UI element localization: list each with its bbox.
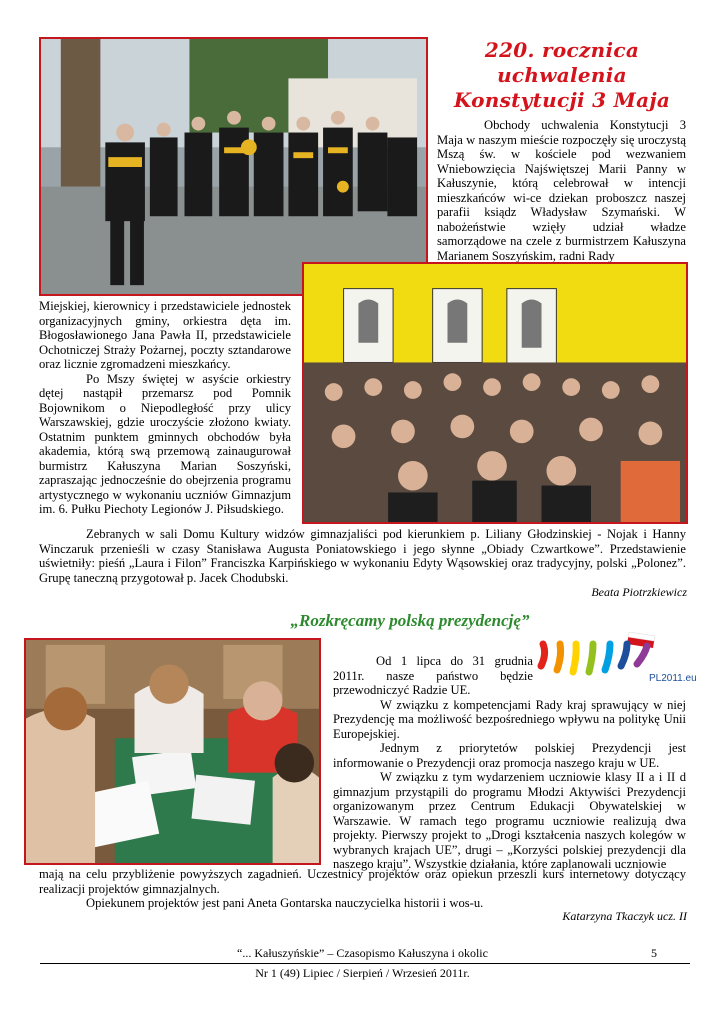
footer-publication: “... Kałuszyńskie” – Czasopismo Kałuszyna i okolic: [237, 946, 488, 960]
pl2011-logo-text: PL2011.eu: [649, 673, 697, 684]
photo-students: [24, 638, 321, 865]
article-paragraph: Opiekunem projektów jest pani Aneta Gontarska nauczycielka historii i wos-u.: [86, 896, 484, 910]
article-paragraph: W związku z tym wydarzeniem uczniowie klasy II a i II d gimnazjum przystąpili do programu Młodzi Aktywiści Prezydencji organizowanym przez Centrum Edukacji Obywatelskiej w Warszawie. W ramach tego programu uczniowie realizują dwa projekty. Pierwszy projekt to „Drogi kształcenia naszych kolegów w wybranych krajach UE”, drugi – „Korzyści polskiej prezydencji dla naszego kraju”. Wszystkie działania, które zaplanowali uczniowie: [333, 770, 686, 871]
article-author: Beata Piotrzkiewicz: [591, 585, 687, 599]
article-right-column: [333, 654, 686, 872]
article-paragraph: Obchody uchwalenia Konstytucji 3 Maja w naszym mieście rozpoczęły się uroczystą Mszą św. w kościele pod wezwaniem Wniebowzięcia Najświętszej Marii Panny w Kałuszynie, którą celebrował w intencji mieszkańców wi-ce dziekan proboszcz naszej parafii ksiądz Władysław Szymański. W nabożeństwie wzięły udział władze samorządowe na czele z burmistrzem Kałuszyna Marianem Soszyńskim, radni Rady: [437, 118, 686, 263]
photo-audience: [302, 262, 688, 524]
article-paragraph: mają na celu przybliżenie powyższych zagadnień. Uczestnicy projektów oraz opiekun przeszli kurs internetowy dotyczący realizacji projektów gimnazjalnych.: [39, 867, 686, 896]
article-title-line2: Konstytucji 3 Maja: [453, 88, 671, 112]
article-title-line1: 220. rocznica uchwalenia: [484, 38, 640, 87]
article-title: [432, 38, 692, 113]
article-paragraph: W związku z kompetencjami Rady kraj sprawujący w niej Prezydencję ma możliwość bezpośredniego wpływu na politykę Unii Europejskiej.: [333, 697, 686, 741]
article-paragraph: Miejskiej, kierownicy i przedstawiciele jednostek organizacyjnych gminy, orkiestra dęta im. Błogosławionego Jana Pawła II, przedstawiciele Ochotniczej Straży Pożarnej, poczty sztandarowe oraz licznie zgromadzeni mieszkańcy.: [39, 299, 291, 371]
article-paragraph: Od 1 lipca do 31 grudnia 2011r. nasze państwo będzie przewodniczyć Radzie UE.: [333, 654, 533, 697]
article-bottom: [39, 867, 686, 911]
article-paragraph: Po Mszy świętej w asyście orkiestry dętej nastąpił przemarsz pod Pomnik Bojownikom o Niepodległość przy ulicy Warszawskiej, gdzie uroczyście złożono kwiaty. Ostatnim punktem gminnych obchodów była akademia, którą swą przemową zainaugurował burmistrz Kałuszyna Marian Soszyński, zapraszając jednocześnie do obejrzenia programu artystycznego w wykonaniu uczniów Gimnazjum im. 6. Pułku Piechoty Legionów J. Piłsudskiego.: [39, 371, 291, 516]
article-author: Katarzyna Tkaczyk ucz. II: [562, 909, 687, 923]
footer-divider: [40, 963, 690, 964]
page-number: 5: [651, 946, 657, 960]
article-left-column: [39, 299, 291, 517]
article-title: „Rozkręcamy polską prezydencję”: [290, 611, 530, 630]
photo-marching-band: [39, 37, 428, 296]
article-paragraph: Zebranych w sali Domu Kultury widzów gimnazjaliści pod kierunkiem p. Liliany Głodzinskiej - Nojak i Hanny Winczaruk przenieśli w czasy Stanisława Augusta Poniatowskiego i jego słynne „Obiady Czwartkowe”. Przedstawienie uświetniły: pieśń „Laura i Filon” Franciszka Karpińskiego w wykonaniu Edyty Wąsowskiej oraz tradycyjny, polski „Polonez”. Grupę taneczną przygotował p. Jacek Chodubski.: [39, 527, 686, 585]
footer-issue: Nr 1 (49) Lipiec / Sierpień / Wrzesień 2011r.: [255, 966, 470, 980]
article-paragraph: Jednym z priorytetów polskiej Prezydencji jest informowanie o Prezydencji oraz promocja naszego kraju w UE.: [333, 741, 686, 770]
